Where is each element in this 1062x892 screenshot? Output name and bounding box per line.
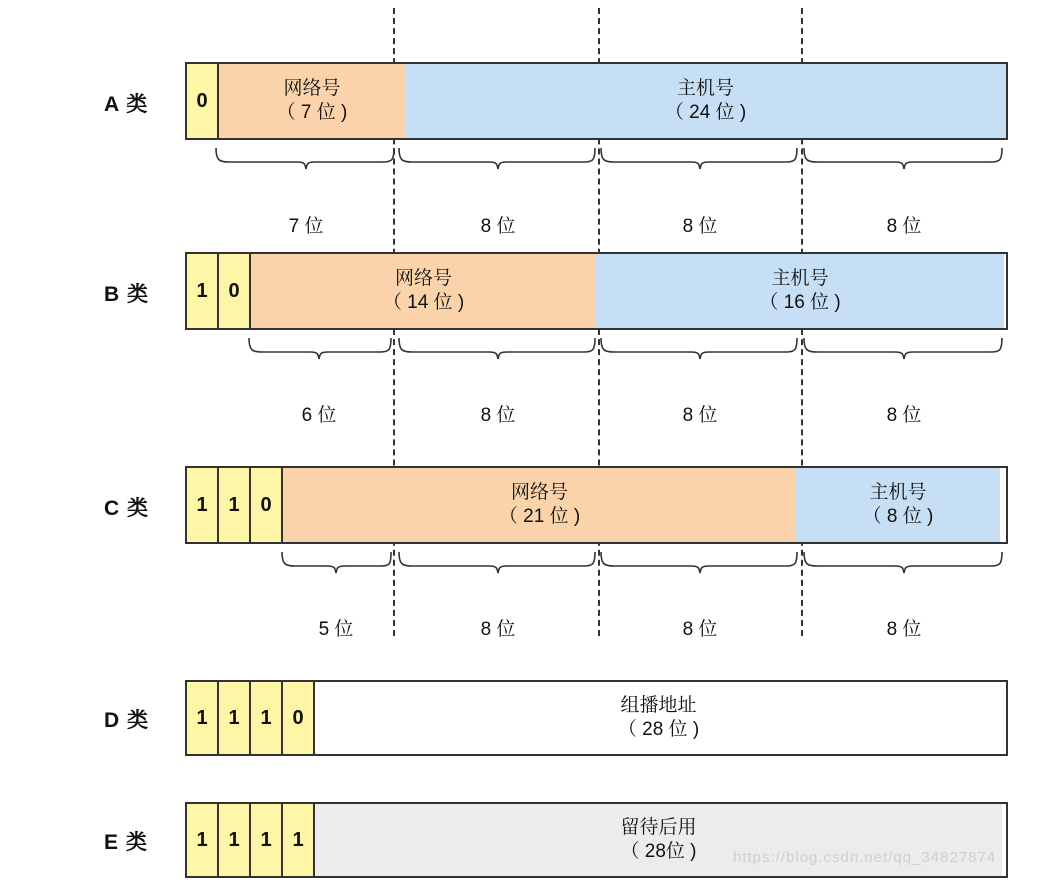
- segment-bits: （ 21 位 ): [498, 506, 581, 527]
- bit-cell: 0: [187, 64, 219, 138]
- bit-cell: 1: [251, 682, 283, 754]
- bar-class-b: [185, 252, 1008, 330]
- segment-bits: （ 24 位 ): [664, 102, 747, 123]
- brace-group: [215, 148, 1008, 170]
- bit-count-label: 8 位: [886, 216, 922, 237]
- bit-count-label: 5 位: [318, 619, 354, 640]
- bit-cell: 0: [283, 682, 315, 754]
- bit-count-label: 6 位: [301, 405, 337, 426]
- class-label-c: C 类: [104, 497, 149, 520]
- brace-group: [248, 338, 1008, 360]
- watermark: https://blog.csdn.net/qq_34827874: [733, 849, 997, 866]
- brace-group: [281, 552, 1008, 574]
- bit-cell: 1: [187, 254, 219, 328]
- bit-cell: 1: [187, 682, 219, 754]
- bit-count-label: 7 位: [288, 216, 324, 237]
- segment-title: 主机号: [676, 78, 734, 100]
- class-label-b: B 类: [104, 283, 149, 306]
- bit-cell: 1: [219, 804, 251, 876]
- bit-count-label: 8 位: [480, 216, 516, 237]
- bar-class-c: [185, 466, 1008, 544]
- bit-cell: 1: [187, 804, 219, 876]
- segment-title: 组播地址: [620, 695, 697, 717]
- bit-count-label: 8 位: [480, 405, 516, 426]
- class-label-d: D 类: [104, 709, 149, 732]
- bit-count-label: 8 位: [886, 405, 922, 426]
- bit-count-label: 8 位: [480, 619, 516, 640]
- bit-cell: 1: [219, 682, 251, 754]
- segment-bits: （ 16 位 ): [759, 292, 841, 313]
- host-segment: [796, 468, 1000, 542]
- host-segment: [405, 64, 1006, 138]
- segment-bits: （ 8 位 ): [862, 506, 934, 527]
- bit-cell: 0: [219, 254, 251, 328]
- segment-bits: （ 28 位 ): [617, 719, 700, 740]
- class-label-e: E 类: [104, 831, 148, 854]
- segment-bits: （ 7 位 ): [276, 102, 348, 123]
- segment-title: 主机号: [771, 268, 829, 290]
- bit-count-label: 8 位: [886, 619, 922, 640]
- class-label-a: A 类: [104, 93, 149, 116]
- segment-title: 网络号: [283, 78, 341, 100]
- bar-class-e: [185, 802, 1008, 878]
- segment-title: 留待后用: [620, 817, 697, 839]
- multicast-address-segment: [315, 682, 1002, 754]
- bit-cell: 1: [251, 804, 283, 876]
- segment-bits: （ 14 位 ): [382, 292, 465, 313]
- bit-cell: 1: [219, 468, 251, 542]
- bit-cell: 1: [283, 804, 315, 876]
- network-segment: [219, 64, 405, 138]
- bit-count-label: 8 位: [682, 216, 718, 237]
- bar-class-a: [185, 62, 1008, 140]
- bit-count-label: 8 位: [682, 405, 718, 426]
- bar-class-d: [185, 680, 1008, 756]
- bit-cell: 0: [251, 468, 283, 542]
- segment-title: 主机号: [869, 482, 927, 504]
- bit-count-label: 8 位: [682, 619, 718, 640]
- network-segment: [283, 468, 796, 542]
- segment-bits: （ 28位 ): [620, 841, 697, 862]
- segment-title: 网络号: [510, 482, 568, 504]
- host-segment: [596, 254, 1004, 328]
- bit-cell: 1: [187, 468, 219, 542]
- segment-title: 网络号: [394, 268, 452, 290]
- network-segment: [251, 254, 596, 328]
